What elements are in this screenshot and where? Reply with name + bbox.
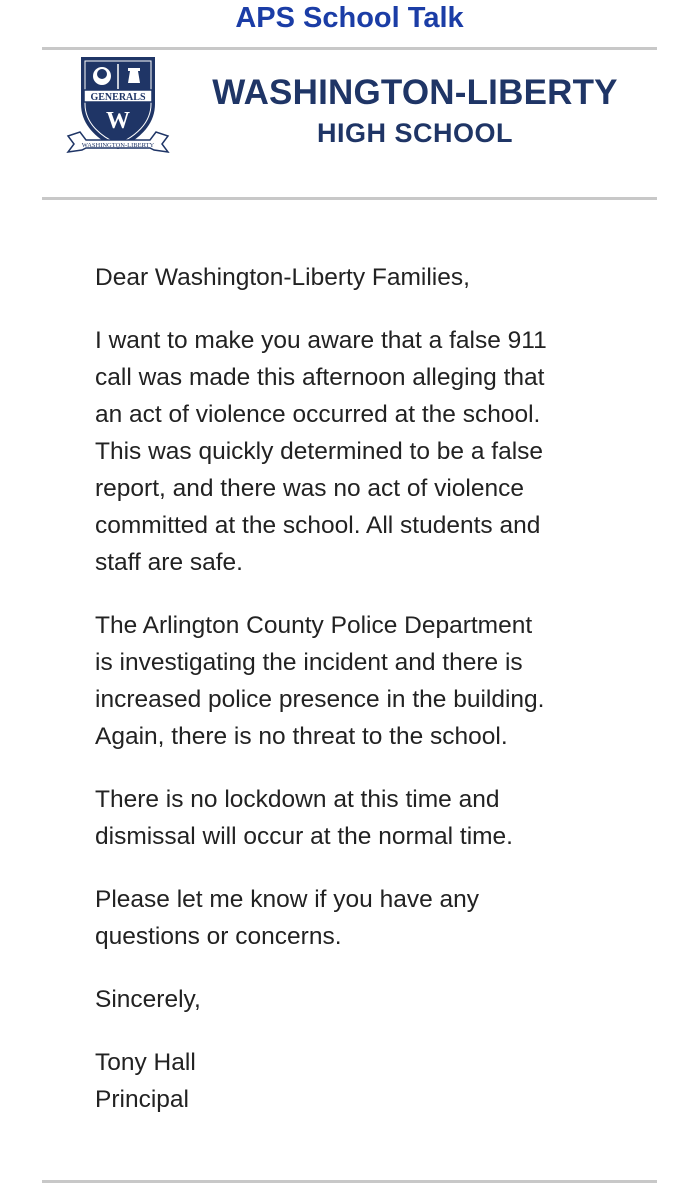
paragraph-line: I want to make you aware that a false 911 [95,327,547,354]
paragraph-line: The Arlington County Police Department [95,612,533,639]
signer-name: Tony Hall [95,1049,196,1076]
paragraph-line: call was made this afternoon alleging that [95,364,545,391]
paragraph-line: is investigating the incident and there is [95,649,523,676]
greeting-line: Dear Washington-Liberty Families, [95,264,470,291]
paragraph-line: There is no lockdown at this time and [95,786,500,813]
school-name [180,72,650,150]
crest-banner-text: GENERALS [90,92,146,103]
paragraph-1 [95,322,635,581]
school-crest-logo [66,56,170,156]
crest-ribbon-text: WASHINGTON-LIBERTY [81,142,155,149]
paragraph-line: Please let me know if you have any [95,886,480,913]
signer-title: Principal [95,1086,189,1113]
paragraph-line: Again, there is no threat to the school. [95,723,508,750]
letter-body [95,259,635,1144]
school-name-line-2: HIGH SCHOOL [316,118,513,148]
app-title: APS School Talk [235,2,464,34]
closing [95,981,635,1018]
header-divider [42,47,657,50]
school-name-line-1: WASHINGTON-LIBERTY [212,73,618,112]
letterhead-divider [42,197,657,200]
paragraph-line: increased police presence in the building. [95,686,545,713]
crest-letter: W [106,108,130,134]
footer-divider [42,1180,657,1183]
greeting [95,259,635,296]
paragraph-line: staff are safe. [95,549,243,576]
paragraph-line: report, and there was no act of violence [95,475,525,502]
closing-line: Sincerely, [95,986,201,1013]
paragraph-2 [95,607,635,755]
paragraph-line: an act of violence occurred at the school. [95,401,541,428]
paragraph-4 [95,881,635,955]
paragraph-line: dismissal will occur at the normal time. [95,823,513,850]
paragraph-line: questions or concerns. [95,923,342,950]
paragraph-line: This was quickly determined to be a false [95,438,544,465]
paragraph-3 [95,781,635,855]
signature-block [95,1044,635,1118]
paragraph-line: committed at the school. All students and [95,512,541,539]
